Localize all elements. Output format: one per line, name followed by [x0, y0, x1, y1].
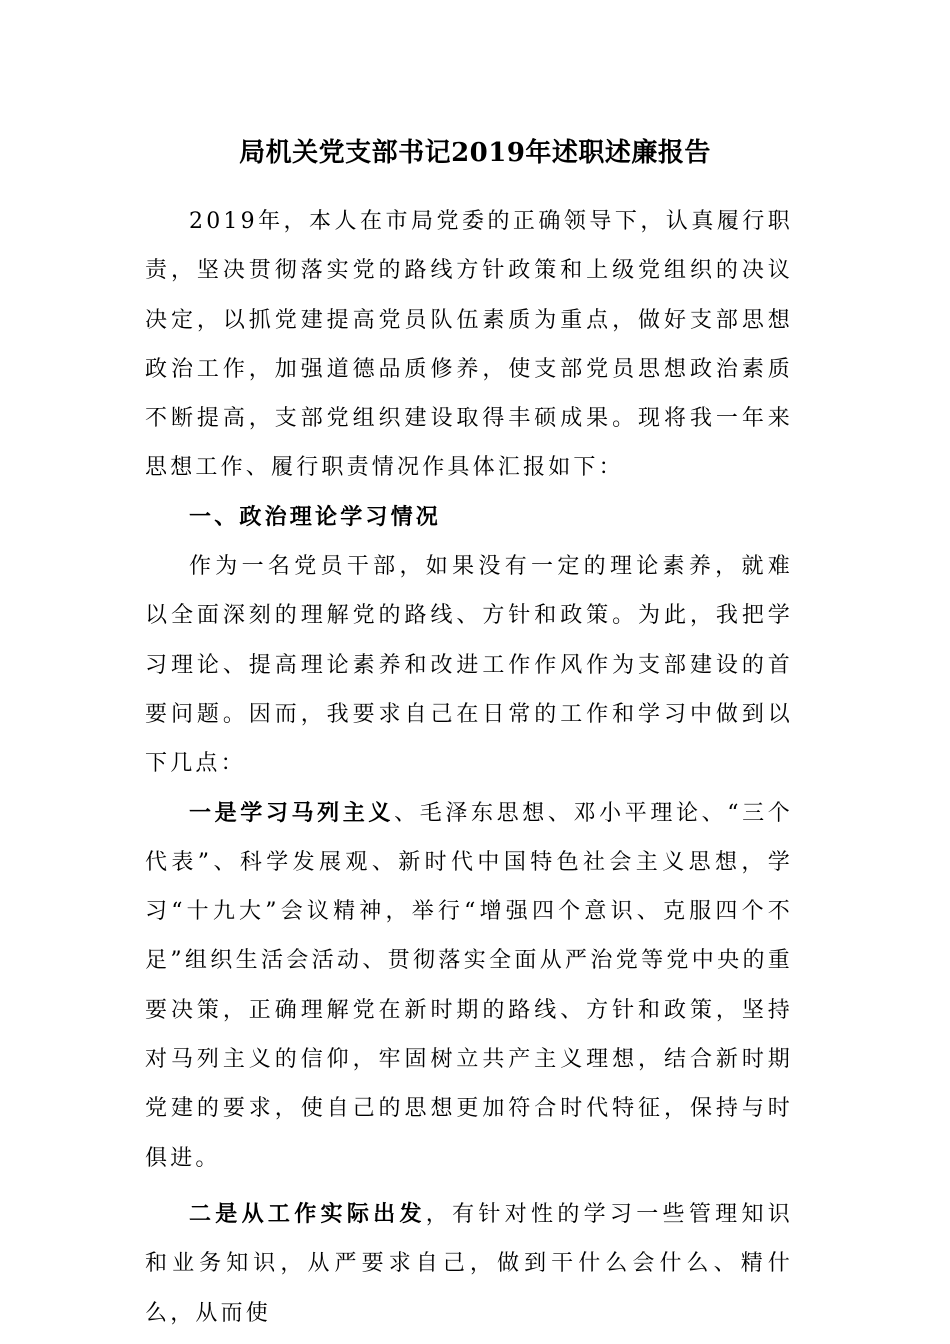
point-two-paragraph	[145, 1190, 793, 1338]
document-title: 局机关党支部书记2019年述职述廉报告	[239, 138, 711, 168]
point-two-text: ，有针对性的学习一些管理知识和业务知识，从严要求自己，做到干什么会什么、精什么，从而使	[145, 1201, 793, 1326]
section-intro-paragraph: 作为一名党员干部，如果没有一定的理论素养，就难以全面深刻的理解党的路线、方针和政策。为此，我把学习理论、提高理论素养和改进工作作风作为支部建设的首要问题。因而，我要求自己在日常的工作和学习中做到以下几点：	[145, 554, 793, 777]
section-heading: 一、政治理论学习情况	[189, 503, 442, 530]
point-one-text: 、毛泽东思想、邓小平理论、“三个代表”、科学发展观、新时代中国特色社会主义思想，学习“十九大”会议精神，举行“增强四个意识、克服四个不足”组织生活会活动、贯彻落实全面从严治党等党中央的重要决策，正确理解党在新时期的路线、方针和政策，坚持对马列主义的信仰，牢固树立共产主义理想，结合新时期党建的要求，使自己的思想更加符合时代特征，保持与时俱进。	[145, 800, 793, 1171]
point-one-paragraph	[145, 789, 793, 1183]
document-body	[145, 197, 793, 1338]
point-two-lead: 二是从工作实际出发	[189, 1200, 426, 1227]
point-one-lead: 一是学习马列主义	[189, 799, 395, 826]
intro-paragraph: 2019年，本人在市局党委的正确领导下，认真履行职责，坚决贯彻落实党的路线方针政策和上级党组织的决议决定，以抓党建提高党员队伍素质为重点，做好支部思想政治工作，加强道德品质修养，使支部党员思想政治素质不断提高，支部党组织建设取得丰硕成果。现将我一年来思想工作、履行职责情况作具体汇报如下：	[145, 209, 793, 481]
